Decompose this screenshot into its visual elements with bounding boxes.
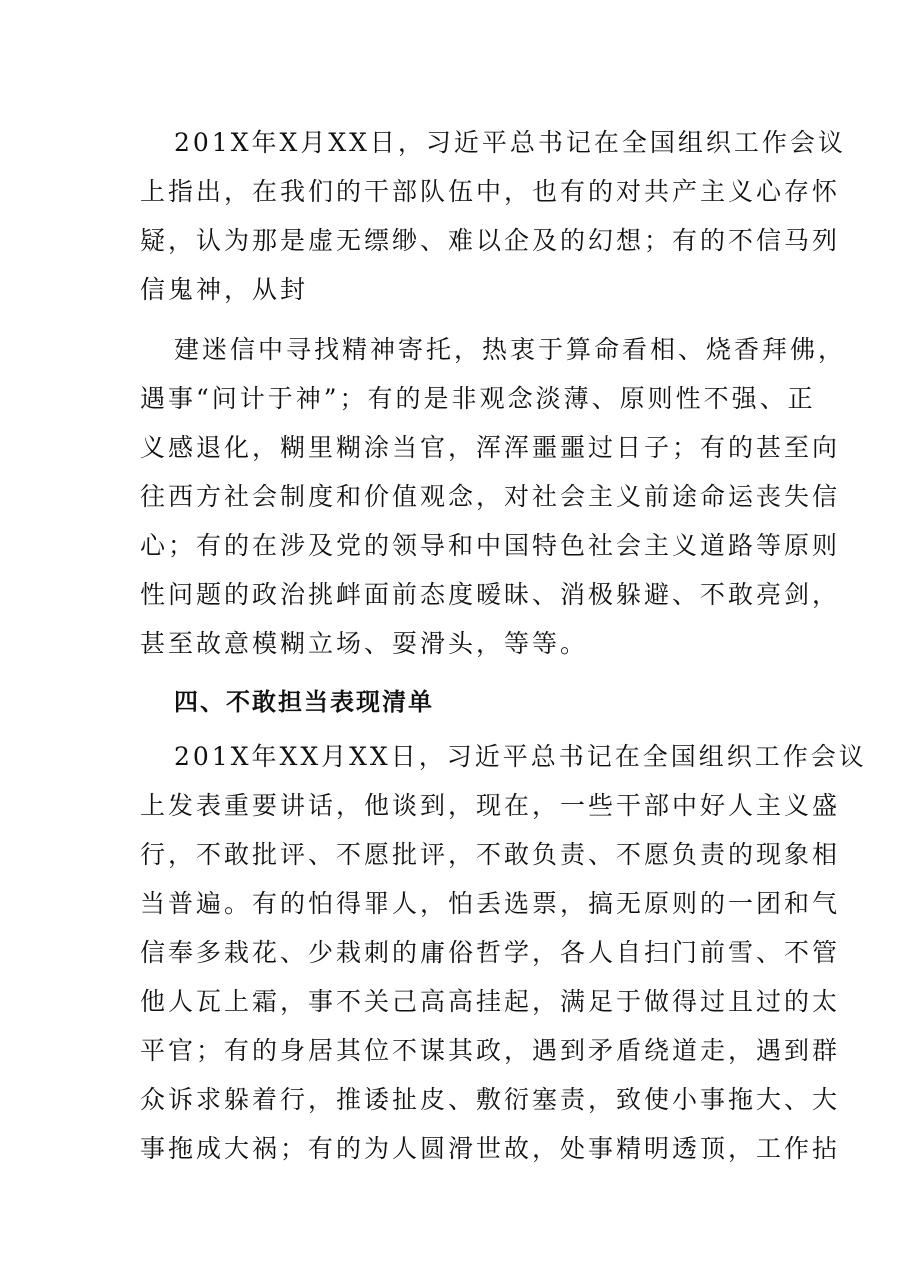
paragraph2-line-5: 心；有的在涉及党的领导和中国特色社会主义道路等原则 xyxy=(140,531,841,560)
paragraph1-line-3: 疑，认为那是虚无缥缈、难以企及的幻想；有的不信马列 xyxy=(140,226,841,255)
paragraph3-line-6: 他人瓦上霜，事不关己高高挂起，满足于做得过且过的太 xyxy=(140,987,841,1016)
paragraph3-line-3: 行，不敢批评、不愿批评，不敢负责、不愿负责的现象相 xyxy=(140,840,841,869)
paragraph2-line-3: 义感退化，糊里糊涂当官，浑浑噩噩过日子；有的甚至向 xyxy=(140,433,841,462)
paragraph2-line-6: 性问题的政治挑衅面前态度暧昧、消极躲避、不敢亮剑， xyxy=(140,580,841,609)
paragraph2-line-7: 甚至故意模糊立场、耍滑头，等等。 xyxy=(140,629,589,658)
paragraph3-line-9: 事拖成大祸；有的为人圆滑世故，处事精明透顶，工作拈 xyxy=(140,1134,841,1163)
paragraph2-line-4: 往西方社会制度和价值观念，对社会主义前途命运丧失信 xyxy=(140,482,841,511)
paragraph3-line-8: 众诉求躲着行，推诿扯皮、敷衍塞责，致使小事拖大、大 xyxy=(140,1085,841,1114)
paragraph1-line-4: 信鬼神，从封 xyxy=(140,275,309,304)
paragraph3-line-2: 上发表重要讲话，他谈到，现在，一些干部中好人主义盛 xyxy=(140,791,841,820)
paragraph3-line-5: 信奉多栽花、少栽刺的庸俗哲学，各人自扫门前雪、不管 xyxy=(140,938,841,967)
paragraph2-line-2: 遇事“问计于神”；有的是非观念淡薄、原则性不强、正 xyxy=(140,384,816,413)
paragraph1-line-1: 201X年X月XX日，习近平总书记在全国组织工作会议 xyxy=(174,128,846,157)
paragraph3-line-4: 当普遍。有的怕得罪人，怕丢选票，搞无原则的一团和气 xyxy=(140,889,841,918)
paragraph1-line-2: 上指出，在我们的干部队伍中，也有的对共产主义心存怀 xyxy=(140,177,841,206)
paragraph3-line-1: 201X年XX月XX日，习近平总书记在全国组织工作会议 xyxy=(174,742,867,771)
paragraph2-line-1: 建迷信中寻找精神寄托，热衷于算命看相、烧香拜佛， xyxy=(174,335,847,364)
section-heading: 四、不敢担当表现清单 xyxy=(174,688,434,716)
paragraph3-line-7: 平官；有的身居其位不谋其政，遇到矛盾绕道走，遇到群 xyxy=(140,1036,841,1065)
